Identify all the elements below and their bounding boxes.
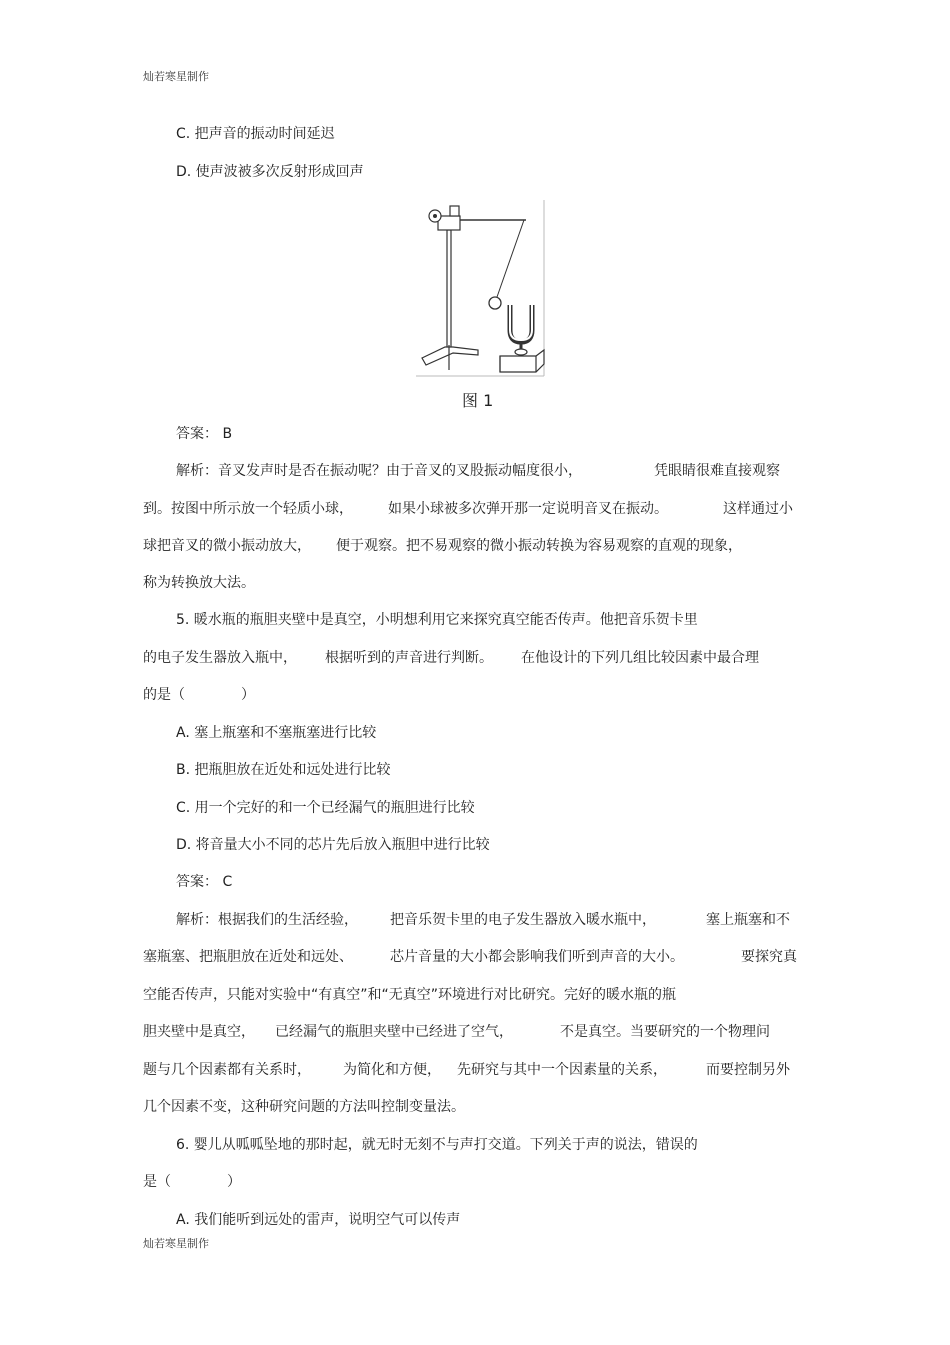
q5-option-c: C. 用一个完好的和一个已经漏气的瓶胆进行比较 (176, 800, 475, 816)
q4-analysis-line: 这样通过小 (723, 501, 793, 517)
q5-analysis-line: 而要控制另外 (706, 1062, 790, 1078)
q5-analysis-line: 几个因素不变，这种研究问题的方法叫控制变量法。 (143, 1099, 465, 1115)
q5-analysis-line: 先研究与其中一个因素量的关系， (457, 1062, 667, 1078)
q4-analysis-line: 解析：音叉发声时是否在振动呢？由于音叉的叉股振动幅度很小， (176, 463, 582, 479)
q5-stem-line: 根据听到的声音进行判断。 (325, 650, 493, 666)
q6-stem-line: 6. 婴儿从呱呱坠地的那时起，就无时无刻不与声打交道。下列关于声的说法，错误的 (176, 1137, 698, 1153)
q5-stem-line: 的是（ ） (143, 687, 255, 703)
q4-analysis-line: 到。按图中所示放一个轻质小球， (143, 501, 353, 517)
q5-analysis-line: 塞瓶塞、把瓶胆放在近处和远处、 (143, 949, 353, 965)
q5-analysis-line: 不是真空。当要研究的一个物理问 (560, 1024, 770, 1040)
q5-analysis-line: 要探究真 (741, 949, 797, 965)
figure-caption: 图 1 (462, 391, 494, 410)
page-header: 灿若寒星制作 (143, 70, 209, 83)
q5-analysis-line: 解析：根据我们的生活经验， (176, 912, 358, 928)
q5-analysis-line: 题与几个因素都有关系时， (143, 1062, 311, 1078)
q4-analysis-line: 凭眼睛很难直接观察 (654, 463, 780, 479)
q4-analysis-line: 球把音叉的微小振动放大， (143, 538, 311, 554)
q4-answer: 答案： B (176, 426, 233, 442)
q5-analysis-line: 把音乐贺卡里的电子发生器放入暖水瓶中， (390, 912, 656, 928)
q4-analysis-line: 称为转换放大法。 (143, 575, 255, 591)
q5-option-b: B. 把瓶胆放在近处和远处进行比较 (176, 762, 391, 778)
q5-option-a: A. 塞上瓶塞和不塞瓶塞进行比较 (176, 725, 377, 741)
q5-analysis-line: 已经漏气的瓶胆夹壁中已经进了空气， (275, 1024, 513, 1040)
q5-answer: 答案： C (176, 874, 233, 890)
q5-analysis-line: 空能否传声，只能对实验中“有真空”和“无真空”环境进行对比研究。完好的暖水瓶的瓶 (143, 987, 677, 1003)
q5-option-d: D. 将音量大小不同的芯片先后放入瓶胆中进行比较 (176, 837, 490, 853)
q5-stem-line: 的电子发生器放入瓶中， (143, 650, 297, 666)
q5-stem-line: 5. 暖水瓶的瓶胆夹壁中是真空，小明想利用它来探究真空能否传声。他把音乐贺卡里 (176, 612, 698, 628)
tuning-fork-pendulum-figure (416, 200, 548, 386)
q5-analysis-line: 芯片音量的大小都会影响我们听到声音的大小。 (390, 949, 684, 965)
q5-analysis-line: 为简化和方便， (343, 1062, 441, 1078)
q5-analysis-line: 胆夹壁中是真空， (143, 1024, 255, 1040)
q5-stem-line: 在他设计的下列几组比较因素中最合理 (521, 650, 759, 666)
page-footer: 灿若寒星制作 (143, 1237, 209, 1250)
q4-option-d: D. 使声波被多次反射形成回声 (176, 164, 364, 180)
q4-option-c: C. 把声音的振动时间延迟 (176, 126, 335, 142)
q4-analysis-line: 如果小球被多次弹开那一定说明音叉在振动。 (388, 501, 668, 517)
q6-stem-line: 是（ ） (143, 1174, 241, 1190)
q6-option-a: A. 我们能听到远处的雷声，说明空气可以传声 (176, 1212, 461, 1228)
q5-analysis-line: 塞上瓶塞和不 (706, 912, 790, 928)
q4-analysis-line: 便于观察。把不易观察的微小振动转换为容易观察的直观的现象， (336, 538, 742, 554)
